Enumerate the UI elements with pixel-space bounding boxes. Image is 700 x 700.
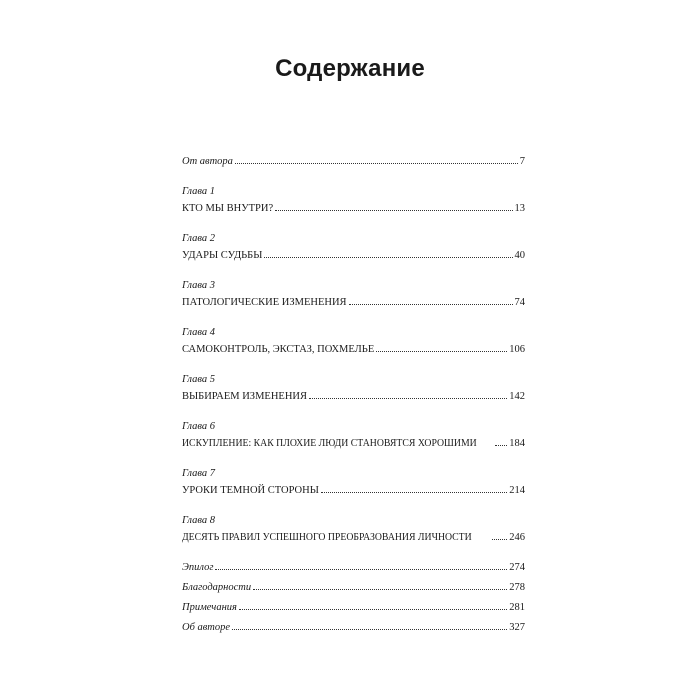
toc-chapter-6[interactable] (182, 420, 525, 451)
toc-entry-notes[interactable] (182, 601, 525, 615)
entry-page: 327 (509, 622, 525, 633)
page-title: Содержание (275, 55, 425, 82)
dot-leader (215, 568, 507, 570)
chapter-label: Глава 3 (182, 280, 215, 291)
chapter-label: Глава 2 (182, 233, 215, 244)
chapter-label: Глава 8 (182, 515, 215, 526)
dot-leader (495, 444, 507, 446)
toc-entry-intro[interactable] (182, 155, 525, 169)
entry-title: Благодарности (182, 582, 252, 593)
dot-leader (349, 303, 513, 305)
chapter-title (182, 437, 493, 451)
chapter-title-line (182, 249, 525, 263)
entry-page: 274 (509, 562, 525, 573)
chapter-title: ПАТОЛОГИЧЕСКИЕ ИЗМЕНЕНИЯ (182, 297, 347, 308)
toc-back-matter (182, 561, 525, 635)
chapter-title (182, 531, 490, 545)
chapter-title-line (182, 531, 525, 545)
dot-leader (239, 608, 507, 610)
toc-chapter-1[interactable] (182, 185, 525, 216)
chapter-page: 246 (509, 532, 525, 543)
chapter-label: Глава 5 (182, 374, 215, 385)
chapter-page: 214 (509, 485, 525, 496)
chapter-page: 13 (514, 203, 525, 214)
chapter-label: Глава 6 (182, 421, 215, 432)
dot-leader (253, 588, 507, 590)
chapter-title: УДАРЫ СУДЬБЫ (182, 250, 263, 261)
entry-title: Об авторе (182, 622, 231, 633)
dot-leader (309, 397, 507, 399)
entry-page: 281 (509, 602, 525, 613)
chapter-title: УРОКИ ТЕМНОЙ СТОРОНЫ (182, 485, 319, 496)
toc-chapter-4[interactable] (182, 326, 525, 357)
entry-page: 278 (509, 582, 525, 593)
dot-leader (235, 162, 518, 164)
entry-page: 7 (519, 156, 525, 167)
entry-title: От автора (182, 156, 233, 167)
toc-chapter-7[interactable] (182, 467, 525, 498)
chapter-title-line (182, 296, 525, 310)
chapter-page: 184 (509, 438, 525, 449)
chapter-page: 142 (509, 391, 525, 402)
chapter-label: Глава 7 (182, 468, 215, 479)
entry-title: Эпилог (182, 562, 214, 573)
chapter-title-line (182, 390, 525, 404)
chapter-label: Глава 4 (182, 327, 215, 338)
toc-entry-acknowledgements[interactable] (182, 581, 525, 595)
toc-entry-epilogue[interactable] (182, 561, 525, 575)
toc-chapter-2[interactable] (182, 232, 525, 263)
toc-chapter-3[interactable] (182, 279, 525, 310)
chapter-title-line (182, 437, 525, 451)
dot-leader (275, 209, 512, 211)
chapter-title: САМОКОНТРОЛЬ, ЭКСТАЗ, ПОХМЕЛЬЕ (182, 344, 375, 355)
chapter-title-line (182, 202, 525, 216)
chapter-title-line (182, 343, 525, 357)
table-of-contents (182, 150, 525, 635)
chapter-page: 40 (514, 250, 525, 261)
chapter-title-text: ИСКУПЛЕНИЕ: КАК ПЛОХИЕ ЛЮДИ СТАНОВЯТСЯ ХОРОШИМИ (182, 438, 477, 449)
toc-entry-about-author[interactable] (182, 621, 525, 635)
chapter-title: ВЫБИРАЕМ ИЗМЕНЕНИЯ (182, 391, 307, 402)
dot-leader (232, 628, 507, 630)
dot-leader (264, 256, 512, 258)
chapter-page: 74 (514, 297, 525, 308)
chapter-title-line (182, 484, 525, 498)
toc-chapter-5[interactable] (182, 373, 525, 404)
chapter-title: КТО МЫ ВНУТРИ? (182, 203, 274, 214)
chapter-label: Глава 1 (182, 186, 215, 197)
toc-chapter-8[interactable] (182, 514, 525, 545)
chapter-page: 106 (509, 344, 525, 355)
entry-title: Примечания (182, 602, 237, 613)
dot-leader (376, 350, 507, 352)
chapter-title-text: ДЕСЯТЬ ПРАВИЛ УСПЕШНОГО ПРЕОБРАЗОВАНИЯ ЛИЧНОСТИ (182, 532, 472, 543)
dot-leader (492, 538, 507, 540)
dot-leader (321, 491, 507, 493)
